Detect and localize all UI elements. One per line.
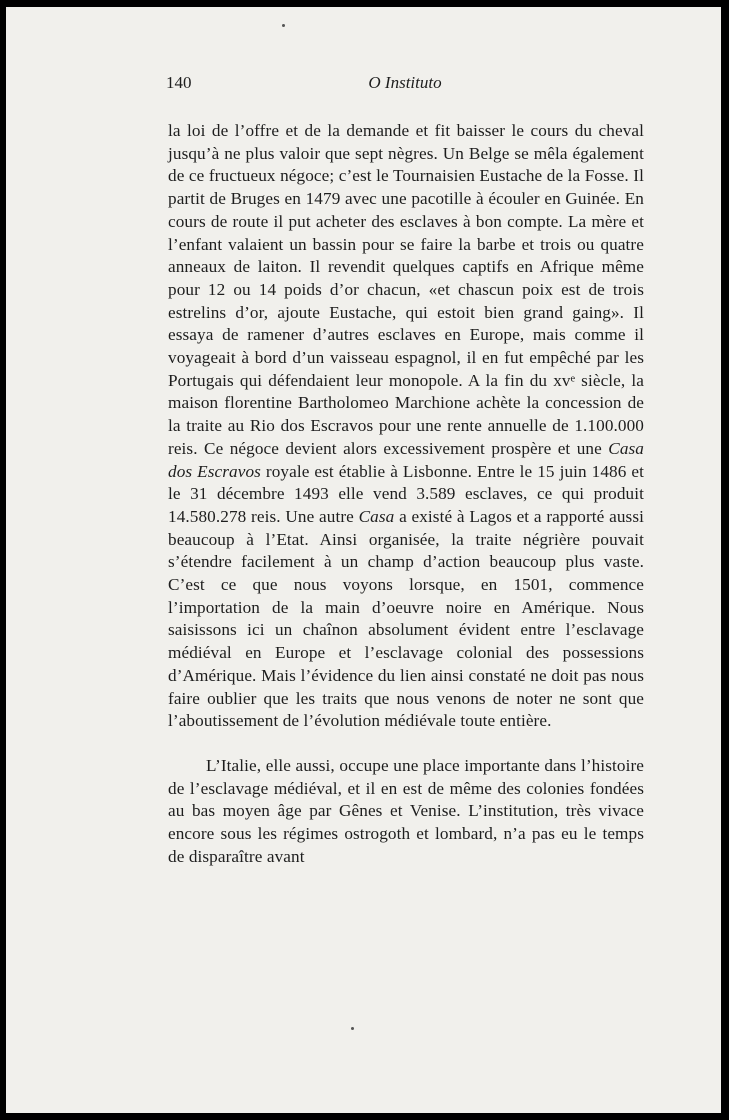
- print-speck: [351, 1027, 354, 1030]
- running-title: O Instituto: [368, 73, 442, 92]
- book-page: [6, 7, 721, 1113]
- body-text: [168, 120, 644, 869]
- paragraph-italie: L’Italie, elle aussi, occupe une place importante dans l’histoire de l’esclavage médiéval, et il en est de même des colonies fondées au bas moyen âge par Gênes et Venise. L’institution, très vivace encore sous les régimes ostrogoth et lombard, n’a pas eu le temps de disparaître avant: [168, 755, 644, 866]
- paragraph-continuation: la loi de l’offre et de la demande et fit baisser le cours du cheval jusqu’à ne plus valoir que sept nègres. Un Belge se mêla également de ce fructueux négoce; c’est le Tournaisien Eustache de la Fosse. Il partit de Bruges en 1479 avec une pacotille à écouler en Guinée. En cours de route il put acheter des esclaves à bon compte. La mère et l’enfant valaient un bassin pour se faire la barbe et trois ou quatre anneaux de laiton. Il revendit quelques captifs en Afrique même pour 12 ou 14 poids d’or chacun, «et chascun poix est de trois estrelins d’or, ajoute Eustache, qui estoit bien grand gaing». Il essaya de ramener d’autres esclaves en Europe, mais comme il voyageait à bord d’un vaisseau espagnol, il en fut empêché par les Portugais qui défendaient leur monopole. A la fin du xvᵉ siècle, la maison florentine Bartholomeo Marchione achète la concession de la traite au Rio dos Escravos pour une rente annuelle de 1.100.000 reis. Ce négoce devient alors excessivement prospère et une Casa dos Escravos royale est établie à Lisbonne. Entre le 15 juin 1486 et le 31 décembre 1493 elle vend 3.589 esclaves, ce qui produit 14.580.278 reis. Une autre Casa a existé à Lagos et a rapporté aussi beaucoup à l’Etat. Ainsi organisée, la traite négrière pouvait s’étendre facilement à un champ d’action beaucoup plus vaste. C’est ce que nous voyons lorsque, en 1501, commence l’importation de la main d’oeuvre noire en Amérique. Nous saisissons ici un chaînon absolument évident entre l’esclavage médiéval en Europe et l’esclavage colonial des possessions d’Amérique. Mais l’évidence du lien ainsi constaté ne doit pas nous faire oublier que les traits que nous venons de noter ne sont que l’aboutissement de l’évolution médiévale toute entière.: [168, 121, 644, 731]
- print-speck: [282, 24, 285, 27]
- page-number: 140: [166, 73, 192, 92]
- running-header: [166, 73, 644, 95]
